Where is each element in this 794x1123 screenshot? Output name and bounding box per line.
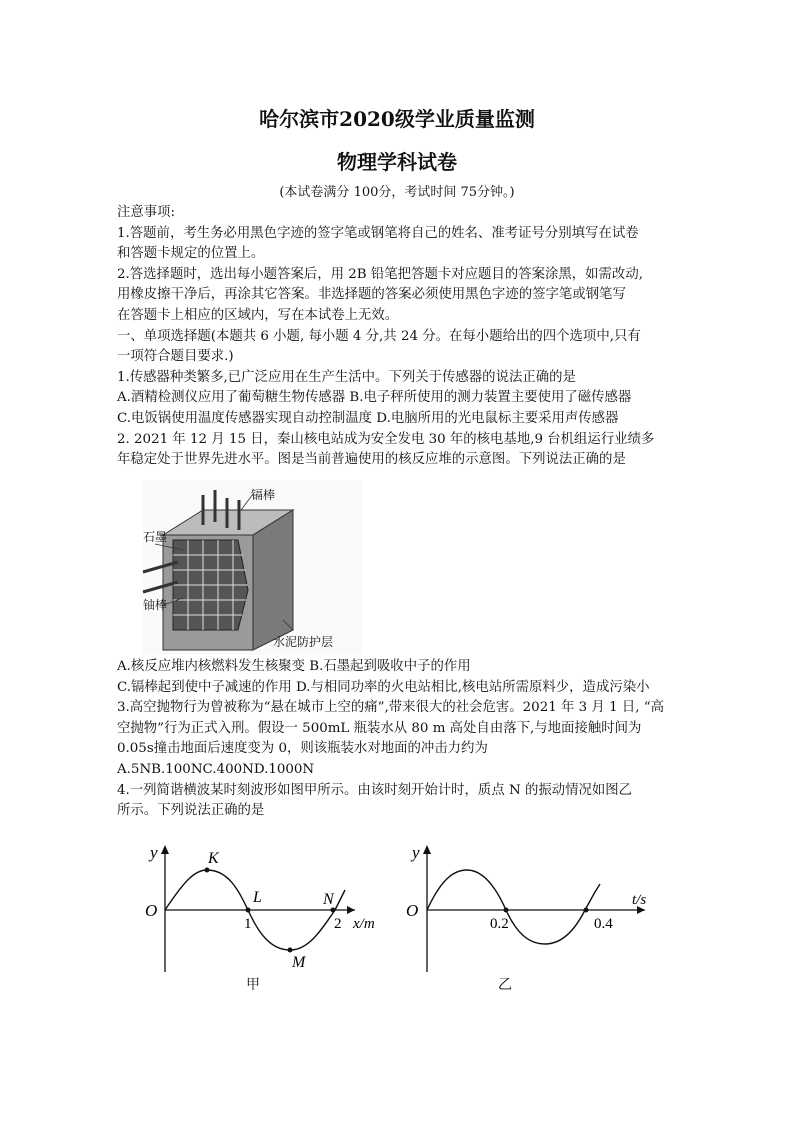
text-line: 年稳定处于世界先进水平。图是当前普遍使用的核反应堆的示意图。下列说法正确的是 bbox=[117, 452, 626, 468]
exam-title: 哈尔滨市2020级学业质量监测 bbox=[259, 107, 535, 131]
right-y-label: y bbox=[412, 843, 420, 862]
wave-figure-left bbox=[140, 842, 375, 997]
left-y-label: y bbox=[150, 843, 158, 862]
text-line: 在答题卡上相应的区域内，写在本试卷上无效。 bbox=[117, 308, 399, 323]
wave-figure-right bbox=[400, 842, 660, 997]
right-tick-1: 0.2 bbox=[490, 916, 509, 932]
left-tick-2: 2 bbox=[334, 916, 342, 932]
text-line: 2. 2021 年 12 月 15 日，秦山核电站成为安全发电 30 年的核电基地,9 台机组运行业绩多 bbox=[117, 431, 655, 447]
text-line: C.电饭锅使用温度传感器实现自动控制温度 D.电脑所用的光电鼠标主要采用声传感器 bbox=[117, 411, 619, 426]
text-line: 一项符合题目要求.) bbox=[117, 349, 234, 365]
point-k-label: K bbox=[208, 850, 219, 867]
label-concrete-shield: 水泥防护层 bbox=[273, 635, 334, 649]
text-line: 4.一列简谐横波某时刻波形如图甲所示。由该时刻开始计时，质点 N 的振动情况如图乙 bbox=[117, 782, 633, 798]
left-x-label: x/m bbox=[353, 916, 375, 932]
text-line: A.核反应堆内核燃料发生核聚变 B.石墨起到吸收中子的作用 bbox=[117, 659, 471, 674]
point-m-label: M bbox=[292, 954, 306, 971]
exam-subject: 物理学科试卷 bbox=[337, 150, 457, 174]
reactor-diagram bbox=[143, 480, 363, 655]
text-line: 2.答选择题时，选出每小题答案后，用 2B 铅笔把答题卡对应题目的答案涂黑，如需改动, bbox=[117, 266, 643, 282]
right-origin: O bbox=[406, 901, 419, 920]
exam-note: (本试卷满分 100分，考试时间 75分钟。) bbox=[279, 185, 515, 200]
caption-jia: 甲 bbox=[246, 977, 260, 993]
point-l-label: L bbox=[253, 889, 262, 906]
text-line: 所示。下列说法正确的是 bbox=[117, 803, 265, 819]
text-line: C.镉棒起到使中子减速的作用 D.与相同功率的火电站相比,核电站所需原料少，造成污染小 bbox=[117, 679, 650, 695]
right-tick-2: 0.4 bbox=[594, 916, 613, 932]
right-x-label: t/s bbox=[632, 892, 647, 908]
text-line: 和答题卡规定的位置上。 bbox=[117, 246, 265, 262]
caption-yi: 乙 bbox=[498, 977, 512, 993]
text-line: 注意事项: bbox=[117, 205, 176, 220]
text-line: A.酒精检测仪应用了葡萄糖生物传感器 B.电子秤所使用的测力装置主要使用了磁传感器 bbox=[117, 390, 632, 406]
label-graphite: 石墨 bbox=[143, 530, 168, 544]
left-tick-1: 1 bbox=[244, 916, 252, 932]
text-line: 1.传感器种类繁多,已广泛应用在生产生活中。下列关于传感器的说法正确的是 bbox=[117, 369, 576, 385]
text-line: 1.答题前，考生务必用黑色字迹的签字笔或钢笔将自己的姓名、准考证号分别填写在试卷 bbox=[117, 225, 639, 241]
text-line: 空抛物”行为正式入刑。假设一 500mL 瓶装水从 80 m 高处自由落下,与地面接触时间为 bbox=[117, 720, 642, 736]
label-uranium-rod: 铀棒 bbox=[143, 598, 168, 612]
text-line: A.5NB.100NC.400ND.1000N bbox=[117, 762, 315, 777]
reactor-figure bbox=[143, 480, 363, 655]
text-line: 3.高空抛物行为曾被称为“悬在城市上空的痛”,带来很大的社会危害。2021 年 3 月 1 日, “高 bbox=[117, 700, 664, 716]
point-n-label: N bbox=[323, 891, 334, 908]
text-line: 一、单项选择题(本题共 6 小题, 每小题 4 分,共 24 分。在每小题给出的四个选项中,只有 bbox=[117, 328, 641, 344]
label-cadmium-rod: 镉棒 bbox=[251, 488, 276, 502]
text-line: 0.05s撞击地面后速度变为 0，则该瓶装水对地面的冲击力约为 bbox=[117, 741, 488, 757]
left-origin: O bbox=[145, 901, 158, 920]
text-line: 用橡皮擦干净后，再涂其它答案。非选择题的答案必须使用黑色字迹的签字笔或钢笔写 bbox=[117, 287, 626, 303]
